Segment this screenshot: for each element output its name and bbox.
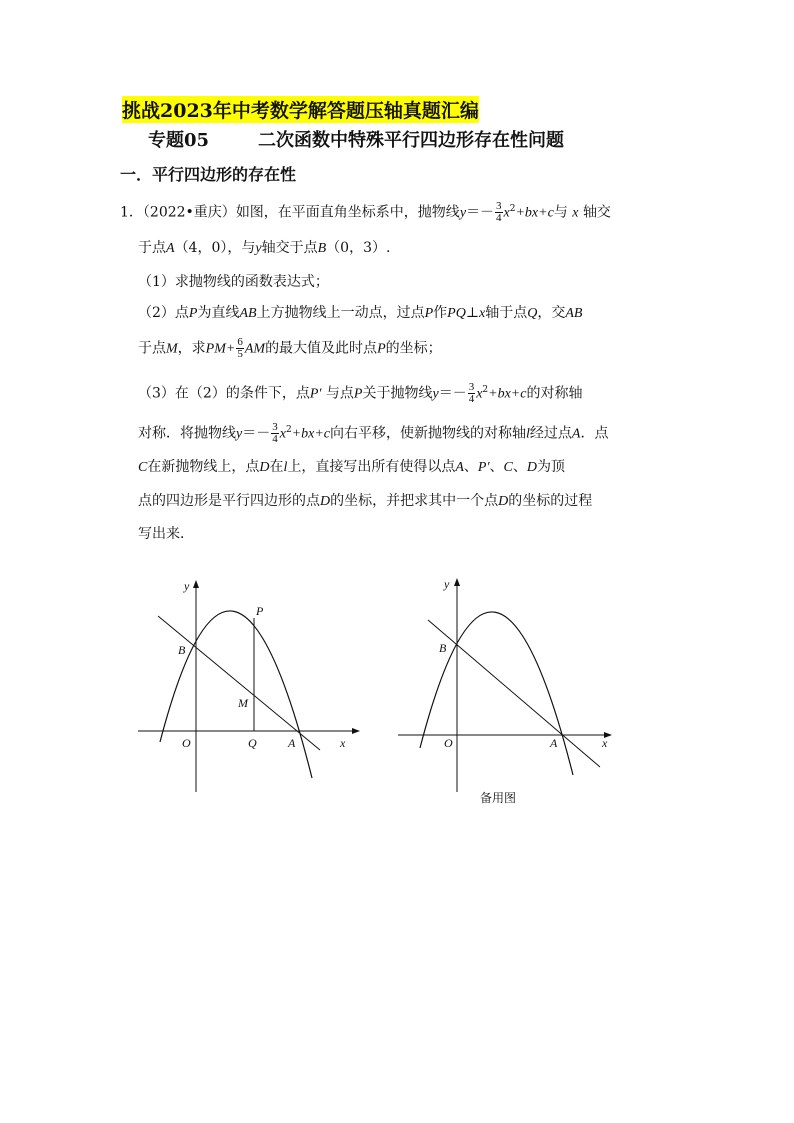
var: y bbox=[255, 241, 262, 256]
line-ab bbox=[428, 620, 600, 767]
var: y bbox=[432, 386, 439, 402]
var: C bbox=[503, 460, 513, 475]
fraction-num: 6 bbox=[237, 336, 243, 348]
var: P bbox=[377, 341, 386, 357]
var: x bbox=[572, 205, 579, 221]
fraction-den: 4 bbox=[496, 212, 502, 225]
var: AB bbox=[239, 306, 257, 321]
label-o: O bbox=[182, 736, 191, 750]
sup: 2 bbox=[285, 425, 292, 435]
topic-number: 专题05 bbox=[148, 130, 210, 151]
fraction-den: 5 bbox=[237, 348, 243, 360]
problem-number: 1． bbox=[120, 204, 143, 221]
section-title: 一．平行四边形的存在性 bbox=[120, 165, 297, 184]
text: 的坐标的过程 bbox=[508, 493, 593, 509]
question-3-line-5: 写出来． bbox=[138, 526, 194, 542]
text: 与点 bbox=[325, 385, 354, 402]
figure-2 bbox=[390, 570, 630, 800]
text: 轴交 bbox=[582, 204, 611, 221]
sup: 2 bbox=[509, 204, 516, 214]
text: 为直线 bbox=[197, 305, 240, 321]
var: P bbox=[188, 306, 198, 321]
text: 的坐标，并把求其中一个点 bbox=[330, 493, 499, 509]
var: PQ bbox=[447, 306, 466, 321]
question-2-line-2 bbox=[138, 337, 442, 360]
text: 经过点 bbox=[529, 425, 572, 442]
text: （0，3）. bbox=[326, 240, 391, 256]
text: 关于抛物线 bbox=[362, 385, 433, 402]
var: x bbox=[479, 306, 486, 321]
var: +bx+c bbox=[515, 205, 554, 221]
fraction-num: 3 bbox=[496, 200, 502, 213]
var: y bbox=[459, 205, 467, 221]
var: x bbox=[503, 205, 510, 221]
label-b: B bbox=[178, 643, 186, 657]
var: A bbox=[455, 460, 464, 475]
var: AM bbox=[244, 341, 266, 357]
text: （2）点 bbox=[138, 305, 189, 321]
problem-source: （2022•重庆） bbox=[142, 204, 236, 221]
var: +bx+c bbox=[291, 426, 330, 442]
text: ，交 bbox=[537, 305, 566, 321]
var: D bbox=[259, 460, 270, 475]
label-y: y bbox=[444, 577, 450, 591]
fraction bbox=[236, 337, 244, 360]
fraction bbox=[468, 382, 476, 405]
text: （3）在（2）的条件下，点 bbox=[138, 385, 310, 402]
x-axis-arrow bbox=[352, 728, 360, 734]
label-o: O bbox=[444, 736, 453, 750]
var: M bbox=[166, 341, 178, 357]
var: l bbox=[283, 460, 288, 475]
label-a: A bbox=[550, 736, 558, 750]
var: A bbox=[166, 241, 175, 256]
text: 上，直接写出所有使得以点 bbox=[287, 459, 456, 475]
text: ＝－ bbox=[466, 204, 495, 221]
fraction bbox=[271, 422, 279, 445]
text: 的坐标； bbox=[385, 340, 442, 357]
label-b: B bbox=[439, 641, 447, 655]
text: ⊥ bbox=[465, 305, 479, 321]
var: P′ bbox=[477, 460, 490, 475]
label-m: M bbox=[238, 696, 248, 710]
var: D bbox=[526, 460, 538, 475]
text: 上方抛物线上一动点，过点 bbox=[256, 305, 425, 321]
text: 在 bbox=[269, 459, 284, 475]
question-3-line-3 bbox=[138, 457, 565, 478]
question-3-line-1 bbox=[138, 380, 582, 405]
var: P bbox=[353, 386, 363, 402]
label-x: x bbox=[340, 736, 346, 750]
label-x: x bbox=[602, 736, 608, 750]
var: P′ bbox=[309, 386, 322, 402]
line-ab bbox=[158, 616, 320, 750]
fraction bbox=[495, 201, 503, 224]
text: ，求 bbox=[177, 340, 206, 357]
var: AB bbox=[565, 306, 583, 321]
text: 作 bbox=[433, 305, 448, 321]
var: C bbox=[138, 460, 148, 475]
var: x bbox=[279, 426, 286, 442]
text: 轴交于点 bbox=[261, 240, 318, 256]
y-axis-arrow bbox=[193, 580, 199, 588]
text: 点的四边形是平行四边形的点 bbox=[138, 493, 320, 509]
var: A bbox=[571, 426, 581, 442]
problem-line-1 bbox=[120, 199, 611, 224]
var: D bbox=[320, 494, 331, 509]
text: 在新抛物线上，点 bbox=[147, 459, 260, 475]
banner-title: 挑战2023年中考数学解答题压轴真题汇编 bbox=[122, 96, 479, 123]
text: 、 bbox=[489, 459, 504, 475]
fraction-num: 3 bbox=[468, 381, 475, 394]
figure-2-caption: 备用图 bbox=[480, 791, 517, 805]
label-a: A bbox=[288, 736, 296, 750]
question-3-line-4 bbox=[138, 491, 592, 512]
var: l bbox=[526, 426, 530, 442]
label-q: Q bbox=[248, 736, 257, 750]
text: 的最大值及此时点 bbox=[265, 340, 378, 357]
text: 于点 bbox=[138, 240, 166, 256]
label-y: y bbox=[184, 579, 190, 593]
text: 的对称轴 bbox=[526, 385, 583, 402]
text: 、 bbox=[512, 459, 527, 475]
var: PM+ bbox=[205, 341, 236, 357]
figure-1 bbox=[130, 570, 370, 800]
var: +bx+c bbox=[488, 386, 527, 402]
parabola bbox=[420, 612, 573, 775]
var: P bbox=[424, 306, 434, 321]
problem-line-2 bbox=[138, 238, 390, 259]
topic-title: 二次函数中特殊平行四边形存在性问题 bbox=[258, 130, 564, 151]
var: B bbox=[317, 241, 327, 256]
question-2-line-1 bbox=[138, 303, 582, 324]
text: 与 bbox=[553, 204, 568, 221]
text: 为顶 bbox=[537, 459, 566, 475]
text: （4，0），与 bbox=[174, 240, 256, 256]
var: D bbox=[498, 494, 509, 509]
fraction-num: 3 bbox=[272, 421, 278, 434]
text: 对称．将抛物线 bbox=[138, 425, 236, 442]
y-axis-arrow bbox=[454, 578, 460, 586]
text: 向右平移，使新抛物线的对称轴 bbox=[330, 425, 526, 442]
text: 于点 bbox=[138, 340, 166, 357]
text: 轴于点 bbox=[485, 305, 528, 321]
var: x bbox=[476, 386, 483, 402]
var: Q bbox=[527, 306, 538, 321]
fraction-den: 4 bbox=[468, 393, 475, 406]
text: 如图，在平面直角坐标系中，抛物线 bbox=[235, 204, 460, 221]
label-p: P bbox=[256, 604, 264, 618]
text: 、 bbox=[463, 459, 478, 475]
fraction-den: 4 bbox=[272, 433, 278, 446]
text: ＝－ bbox=[438, 385, 467, 402]
question-3-line-2 bbox=[138, 420, 608, 445]
var: y bbox=[236, 426, 243, 442]
question-1: （1）求抛物线的函数表达式； bbox=[138, 274, 329, 290]
text: ．点 bbox=[580, 425, 609, 442]
sup: 2 bbox=[482, 385, 489, 395]
text: ＝－ bbox=[242, 425, 271, 442]
